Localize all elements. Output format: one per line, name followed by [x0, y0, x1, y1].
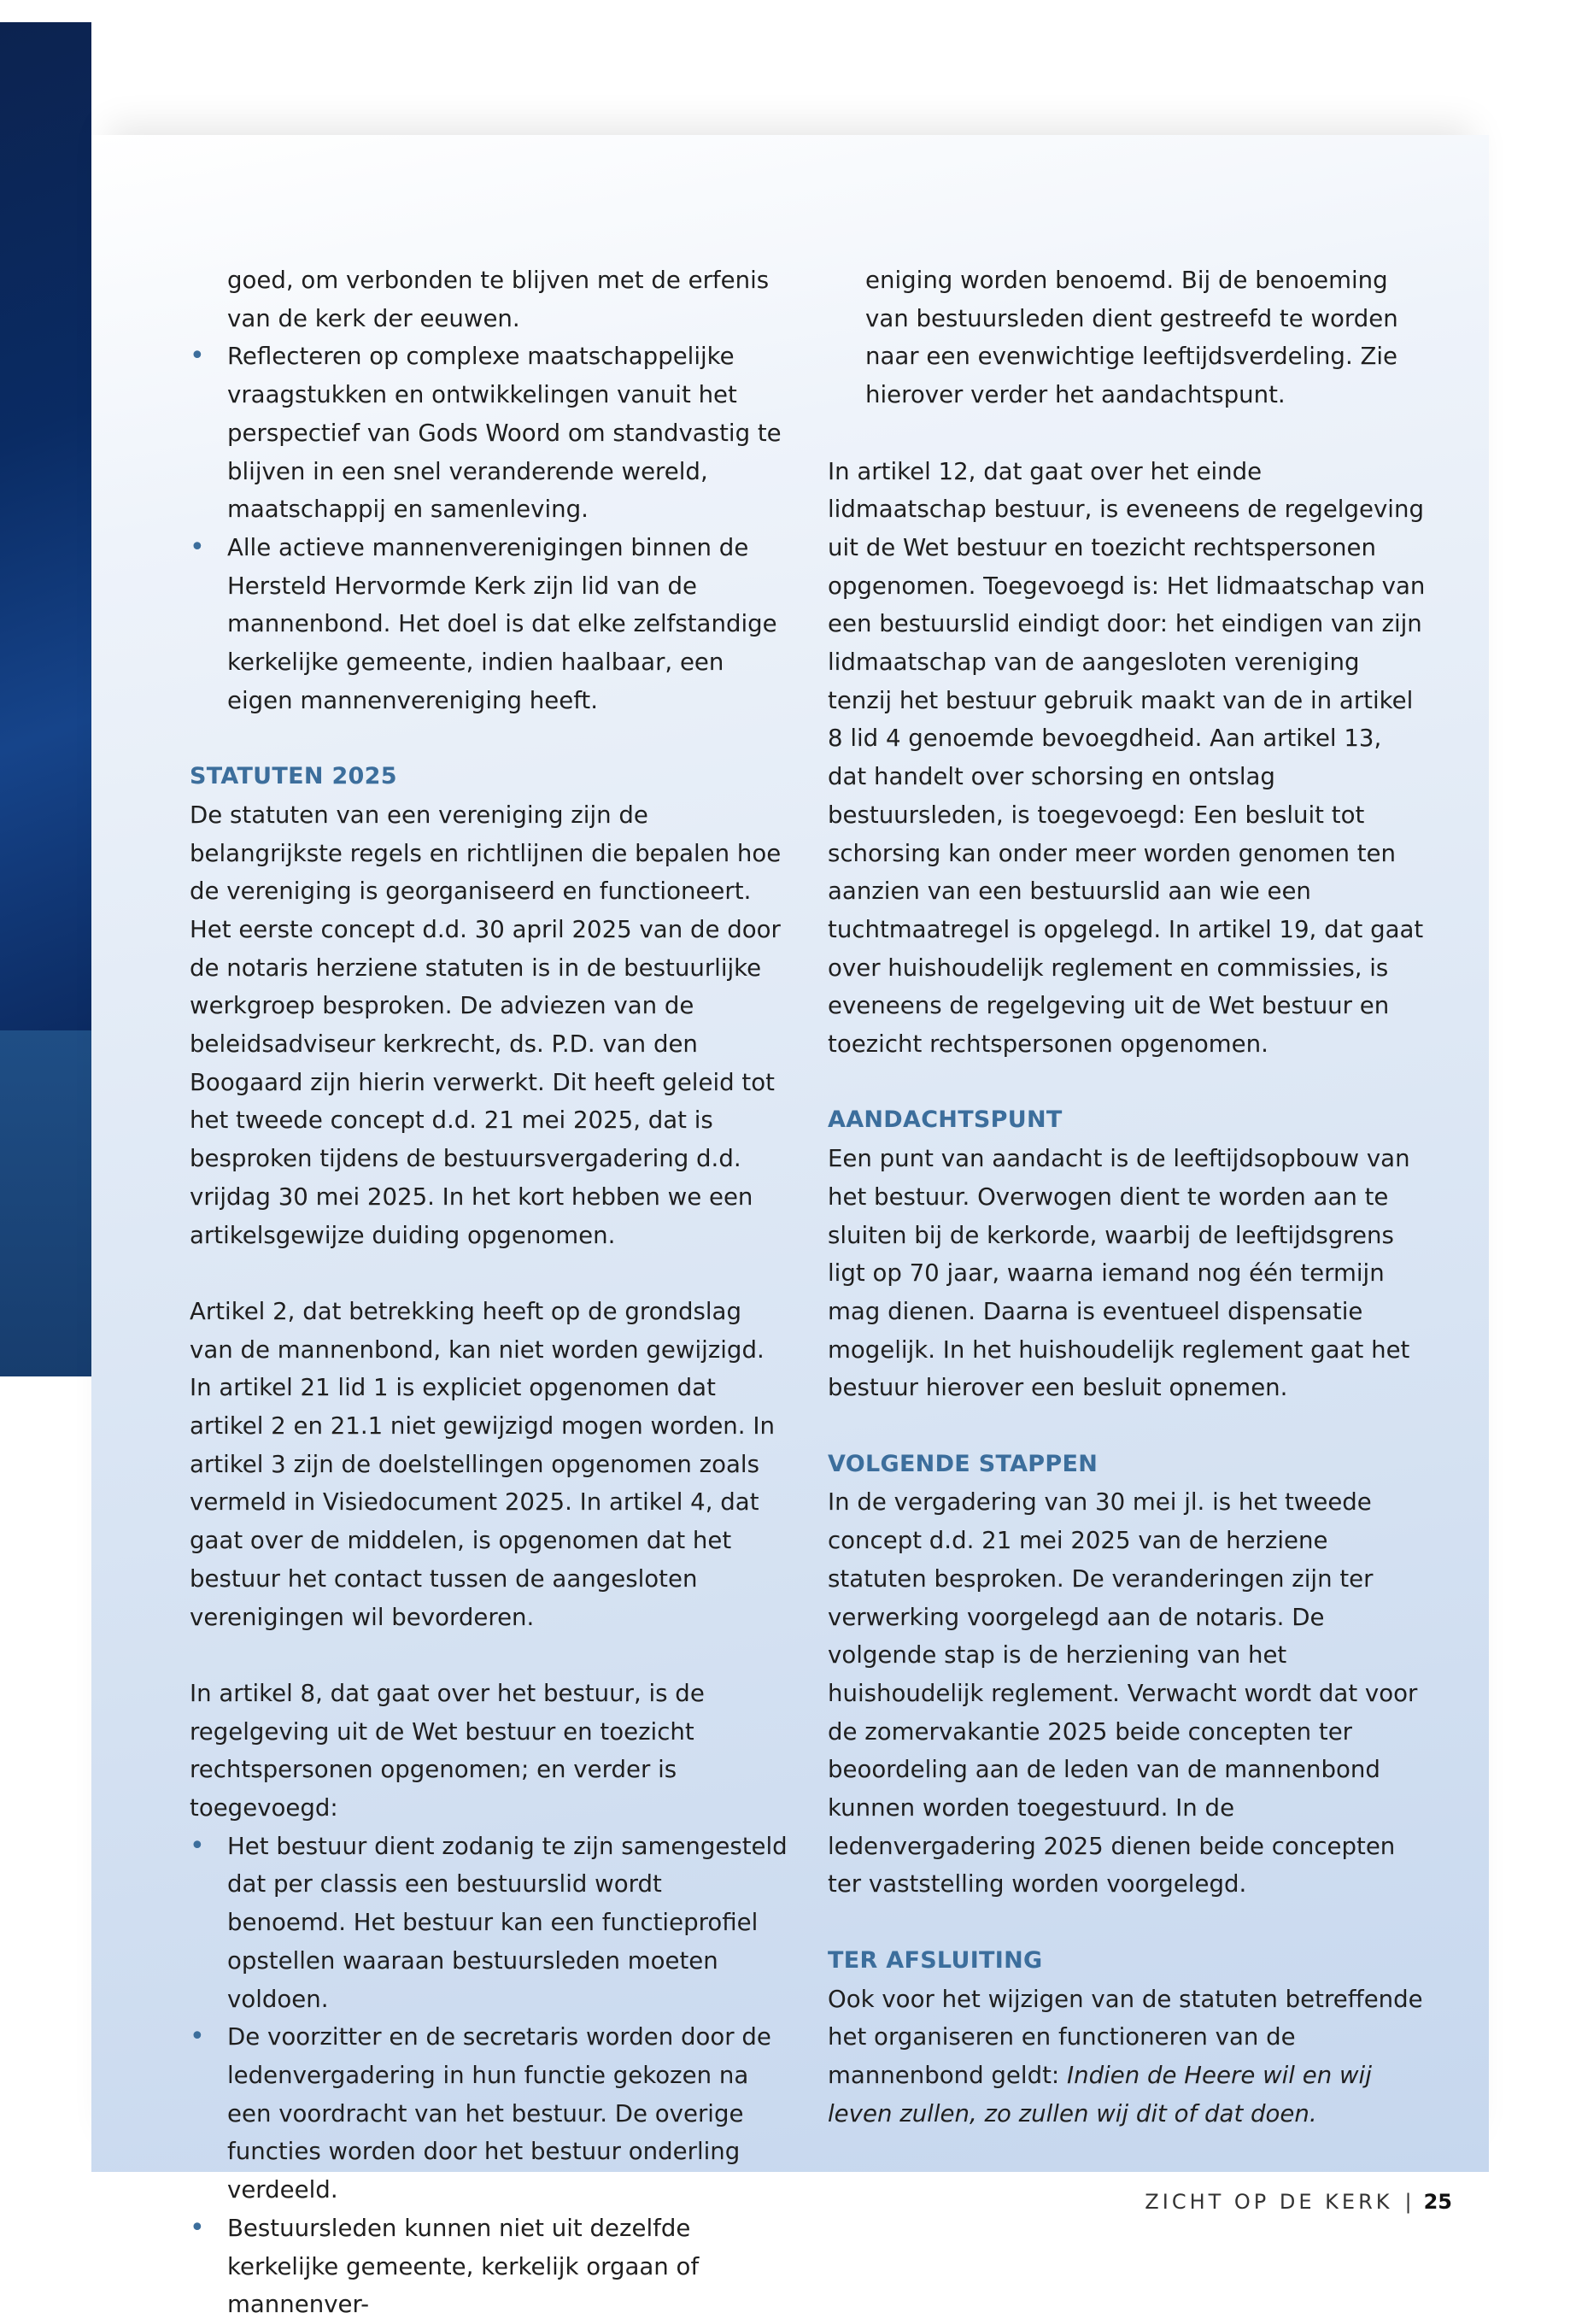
page-number: 25 [1423, 2190, 1452, 2214]
paragraph-artikel-8: In artikel 8, dat gaat over het bestuur, is de regelgeving uit de Wet bestuur en toezicht rechtspersonen opgenomen; en verder is toegevoegd: [190, 1678, 705, 1822]
heading-ter-afsluiting: TER AFSLUITING [828, 1946, 1043, 1974]
page-footer [108, 2183, 1576, 2221]
magazine-title: ZICHT OP DE KERK [1145, 2190, 1393, 2214]
paragraph-ter-afsluiting [828, 1981, 1426, 2133]
heading-statuten: STATUTEN 2025 [190, 763, 397, 790]
paragraph-artikel-12: In artikel 12, dat gaat over het einde lidmaatschap bestuur, is eveneens de regelgeving uit de Wet bestuur en toezicht rechtspersonen opgenomen. Toegevoegd is: Het lidmaatschap van een bestuurslid eindigt door: het eindigen van zijn lidmaatschap van de aangesloten vereniging tenzij het bestuur gebruik maakt van de in artikel 8 lid 4 genoemde bevoegdheid. Aan artikel 13, dat handelt over schorsing en ontslag bestuursleden, is toegevoegd: Een besluit tot schorsing kan onder meer worden genomen ten aanzien van een bestuurslid aan wie een tuchtmaatregel is opgelegd. In artikel 19, dat gaat over huishoudelijk reglement en commissies, is eveneens de regelgeving uit de Wet bestuur en toezicht rechtspersonen opgenomen. [828, 456, 1426, 1059]
bullet-item: • De voorzitter en de secretaris worden door de ledenvergadering in hun functie gekozen na een voordracht van het bestuur. De overige functies worden door het bestuur onderling verdeeld. [190, 2018, 788, 2210]
bullet-item: • Reflecteren op complexe maatschappelijke vraagstukken en ontwikkelingen vanuit het perspectief van Gods Woord om standvastig te blijven in een snel veranderende wereld, maatschappij en samenleving. [190, 337, 788, 529]
bullet-item: • Bestuursleden kunnen niet uit dezelfde kerkelijke gemeente, kerkelijk orgaan of mannenver- [190, 2210, 788, 2324]
bullet-item: • Alle actieve mannenverenigingen binnen de Hersteld Hervormde Kerk zijn lid van de mannenbond. Het doel is dat elke zelfstandige kerkelijke gemeente, indien haalbaar, een eigen mannenvereniging heeft. [190, 529, 788, 720]
side-image-dark [0, 22, 91, 1030]
bullet-item: • Het bestuur dient zodanig te zijn samengesteld dat per classis een bestuurslid wordt benoemd. Het bestuur kan een functieprofiel opstellen waaraan bestuursleden moeten voldoen. [190, 1828, 788, 2019]
continued-bullet-text: goed, om verbonden te blijven met de erfenis van de kerk der eeuwen. [227, 266, 770, 332]
paragraph-aandachtspunt: Een punt van aandacht is de leeftijdsopbouw van het bestuur. Overwogen dient te worden aan te sluiten bij de kerkorde, waarbij de leeftijdsgrens ligt op 70 jaar, waarna iemand nog één termijn mag dienen. Daarna is eventueel dispensatie mogelijk. In het huishoudelijk reglement gaat het bestuur hierover een besluit opnemen. [828, 1144, 1410, 1402]
left-column [190, 261, 788, 2324]
heading-volgende-stappen: VOLGENDE STAPPEN [828, 1450, 1099, 1477]
heading-aandachtspunt: AANDACHTSPUNT [828, 1106, 1063, 1134]
afsluiting-text: Ook voor het wijzigen van de statuten betreffende het organiseren en functioneren van de mannenbond geldt: [828, 1984, 1423, 2089]
bullet-list-bestuur [190, 1828, 788, 2324]
paragraph-artikel-2: Artikel 2, dat betrekking heeft op de grondslag van de mannenbond, kan niet worden gewijzigd. In artikel 21 lid 1 is expliciet opgenomen dat artikel 2 en 21.1 niet gewijzigd mogen worden. In artikel 3 zijn de doelstellingen opgenomen zoals vermeld in Visiedocument 2025. In artikel 4, dat gaat over de middelen, is opgenomen dat het bestuur het contact tussen de aangesloten verenigingen wil bevorderen. [190, 1296, 775, 1631]
side-image-light [0, 1030, 91, 1376]
bullet-list-goals [190, 337, 788, 719]
footer-separator: | [1404, 2190, 1412, 2214]
right-column [828, 261, 1426, 2133]
paragraph-volgende-stappen: In de vergadering van 30 mei jl. is het tweede concept d.d. 21 mei 2025 van de herziene statuten besproken. De veranderingen zijn ter verwerking voorgelegd aan de notaris. De volgende stap is de herziening van het huishoudelijk reglement. Verwacht wordt dat voor de zomervakantie 2025 beide concepten ter beoordeling aan de leden van de mannenbond kunnen worden toegestuurd. In de ledenvergadering 2025 dienen beide concepten ter vaststelling worden voorgelegd. [828, 1488, 1418, 1899]
continued-bullet-text: eniging worden benoemd. Bij de benoeming van bestuursleden dient gestreefd te worden naar een evenwichtige leeftijdsverdeling. Zie hierover verder het aandachtspunt. [865, 266, 1398, 409]
afsluiting-quote: Indien de Heere wil en wij leven zullen, zo zullen wij dit of dat doen. [828, 2060, 1372, 2127]
paragraph-statuten: De statuten van een vereniging zijn de belangrijkste regels en richtlijnen die bepalen hoe de vereniging is georganiseerd en functioneert. Het eerste concept d.d. 30 april 2025 van de door de notaris herziene statuten is in de bestuurlijke werkgroep besproken. De adviezen van de beleidsadviseur kerkrecht, ds. P.D. van den Boogaard zijn hierin verwerkt. Dit heeft geleid tot het tweede concept d.d. 21 mei 2025, dat is besproken tijdens de bestuursvergadering d.d. vrijdag 30 mei 2025. In het kort hebben we een artikelsgewijze duiding opgenomen. [190, 800, 782, 1249]
